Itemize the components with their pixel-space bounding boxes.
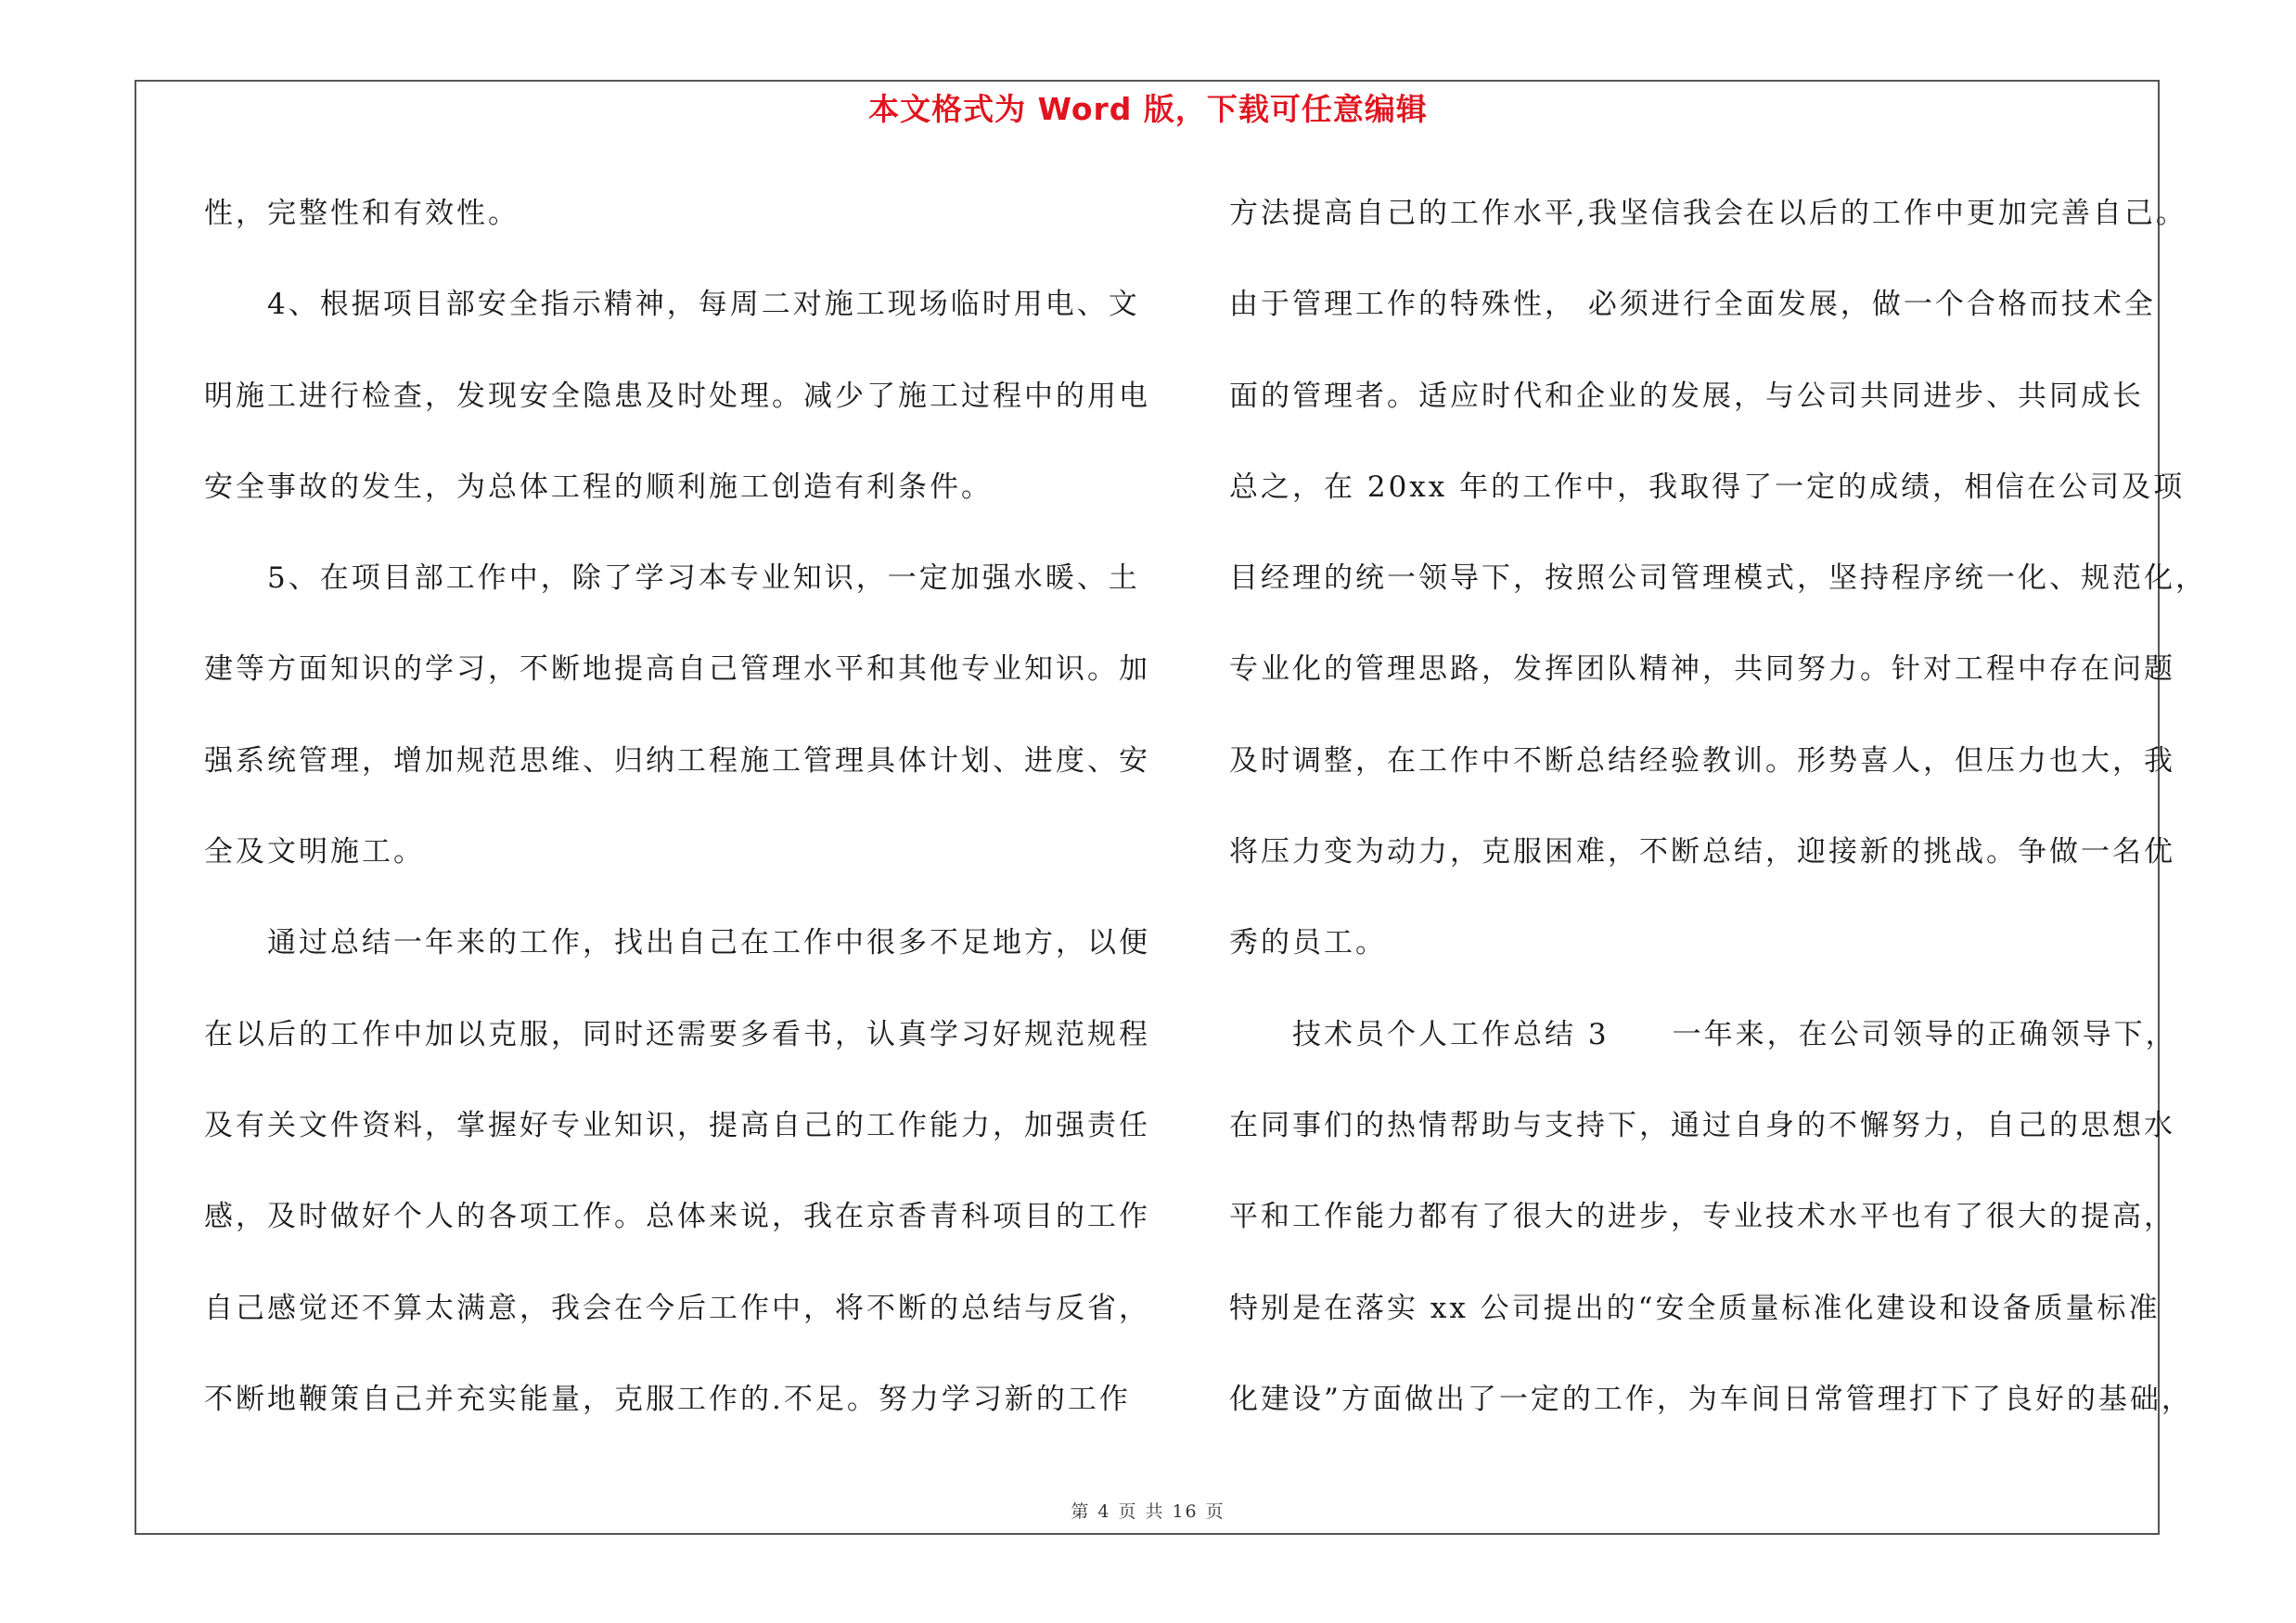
left-column xyxy=(204,186,1150,1462)
text-line: 建等方面知识的学习，不断地提高自己管理水平和其他专业知识。加 xyxy=(204,652,1150,687)
header-banner: 本文格式为 Word 版，下载可任意编辑 xyxy=(868,91,1428,127)
text-line: 将压力变为动力，克服困难，不断总结，迎接新的挑战。争做一名优 xyxy=(1229,835,2175,869)
text-line: 特别是在落实 xx 公司提出的“安全质量标准化建设和设备质量标准 xyxy=(1229,1291,2161,1325)
text-line: 性，完整性和有效性。 xyxy=(204,197,519,230)
text-line: 在以后的工作中加以克服，同时还需要多看书，认真学习好规范规程 xyxy=(204,1017,1150,1051)
text-line: 目经理的统一领导下，按照公司管理模式，坚持程序统一化、规范化， xyxy=(1229,561,2207,596)
footer-total-prefix: 共 xyxy=(1145,1501,1165,1522)
text-line: 及有关文件资料，掌握好专业知识，提高自己的工作能力，加强责任 xyxy=(204,1108,1150,1142)
current-page-number: 4 xyxy=(1097,1501,1111,1522)
text-line: 强系统管理，增加规范思维、归纳工程施工管理具体计划、进度、安 xyxy=(204,743,1150,778)
text-line: 在同事们的热情帮助与支持下，通过自身的不懈努力，自己的思想水 xyxy=(1229,1108,2175,1142)
text-line: 总之，在 20xx 年的工作中，我取得了一定的成绩，相信在公司及项 xyxy=(1229,470,2186,504)
text-line: 由于管理工作的特殊性， 必须进行全面发展，做一个合格而技术全 xyxy=(1229,288,2156,322)
text-line: 安全事故的发生，为总体工程的顺利施工创造有利条件。 xyxy=(204,470,993,504)
text-line: 面的管理者。适应时代和企业的发展，与公司共同进步、共同成长 xyxy=(1229,379,2144,413)
text-line: 明施工进行检查，发现安全隐患及时处理。减少了施工过程中的用电 xyxy=(204,379,1150,413)
text-line: 化建设”方面做出了一定的工作，为车间日常管理打下了良好的基础， xyxy=(1229,1382,2193,1416)
footer-prefix: 第 xyxy=(1071,1501,1091,1522)
text-line: 不断地鞭策自己并充实能量，克服工作的.不足。努力学习新的工作 xyxy=(204,1382,1131,1416)
text-line: 及时调整，在工作中不断总结经验教训。形势喜人，但压力也大，我 xyxy=(1229,743,2175,778)
page-number-footer xyxy=(0,1498,2296,1523)
total-pages-number: 16 xyxy=(1172,1501,1199,1522)
footer-page-word: 页 xyxy=(1118,1501,1138,1522)
text-line: 4、根据项目部安全指示精神，每周二对施工现场临时用电、文 xyxy=(204,288,1140,322)
footer-suffix: 页 xyxy=(1205,1501,1225,1522)
text-line: 秀的员工。 xyxy=(1229,926,1387,960)
text-line: 专业化的管理思路，发挥团队精神，共同努力。针对工程中存在问题 xyxy=(1229,652,2175,687)
text-line: 平和工作能力都有了很大的进步，专业技术水平也有了很大的提高， xyxy=(1229,1200,2175,1234)
text-line: 感，及时做好个人的各项工作。总体来说，我在京香青科项目的工作 xyxy=(204,1200,1150,1234)
text-line: 自己感觉还不算太满意，我会在今后工作中，将不断的总结与反省， xyxy=(204,1291,1150,1325)
text-line: 通过总结一年来的工作，找出自己在工作中很多不足地方，以便 xyxy=(204,926,1150,960)
text-line: 全及文明施工。 xyxy=(204,835,425,869)
text-line: 5、在项目部工作中，除了学习本专业知识，一定加强水暖、土 xyxy=(204,561,1140,596)
text-line: 技术员个人工作总结 3 一年来，在公司领导的正确领导下， xyxy=(1229,1017,2177,1051)
right-column xyxy=(1229,186,2207,1462)
text-line: 方法提高自己的工作水平,我坚信我会在以后的工作中更加完善自己。 xyxy=(1229,197,2187,230)
